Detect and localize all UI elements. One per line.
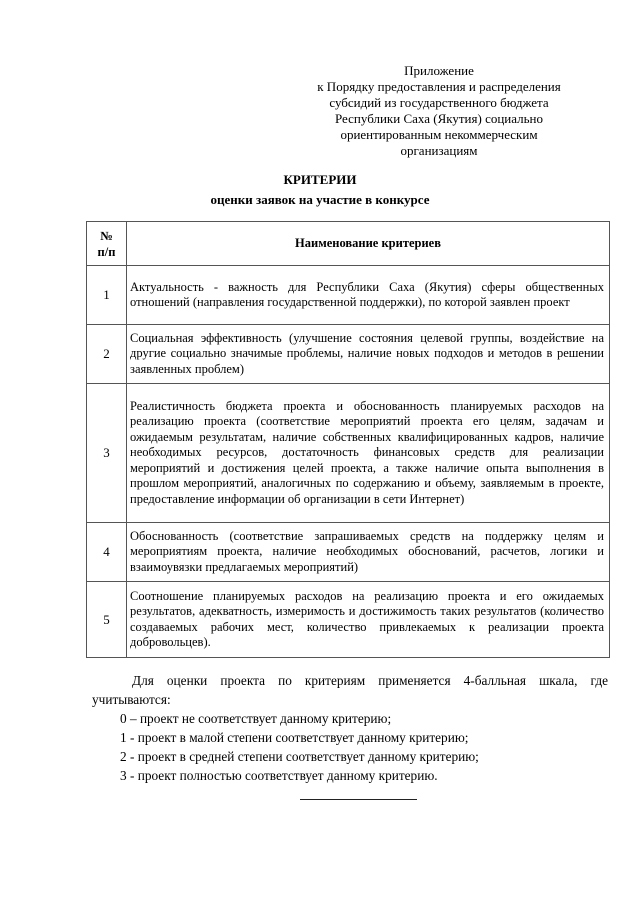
row-number: 5: [87, 582, 127, 658]
table-row: [87, 325, 610, 384]
criteria-table: [86, 221, 610, 658]
annex-line: к Порядку предоставления и распределения: [317, 79, 561, 94]
annex-line: Приложение: [404, 63, 474, 78]
scoring-scale: [92, 671, 608, 785]
criterion-text: Актуальность - важность для Республики Саха (Якутия) сферы общественных отношений (направления государственной поддержки), по которой заявлен проект: [127, 266, 610, 325]
column-header-number-line2: п/п: [97, 244, 116, 259]
annex-line: Республики Саха (Якутия) социально: [334, 111, 544, 126]
row-number: 4: [87, 523, 127, 582]
criterion-text: Соотношение планируемых расходов на реализацию проекта и его ожидаемых результатов, адекватность, измеримость и достижимость таких результатов (количество создаваемых рабочих мест, количество привлекаемых к реализации проекта добровольцев).: [127, 582, 610, 658]
annex-line: организациям: [400, 143, 478, 158]
annex-line: субсидий из государственного бюджета: [329, 95, 549, 110]
scale-item: 0 – проект не соответствует данному критерию;: [120, 711, 392, 726]
closing-divider: [300, 799, 417, 800]
row-number: 3: [87, 384, 127, 523]
criterion-text: Социальная эффективность (улучшение состояния целевой группы, воздействие на другие социально значимые проблемы, наличие новых подходов и методов в решении заявленных проблем): [127, 325, 610, 384]
scale-intro: Для оценки проекта по критериям применяется 4-балльная шкала, где учитываются:: [92, 673, 608, 707]
scale-item: 3 - проект полностью соответствует данному критерию.: [120, 768, 438, 783]
column-header-number: [87, 222, 127, 266]
column-header-name: Наименование критериев: [127, 222, 610, 266]
annex-line: ориентированным некоммерческим: [340, 127, 538, 142]
document-title: КРИТЕРИИ: [283, 172, 357, 187]
row-number: 2: [87, 325, 127, 384]
annex-header: [296, 63, 582, 159]
table-row: [87, 523, 610, 582]
scale-item: 1 - проект в малой степени соответствует данному критерию;: [120, 730, 469, 745]
row-number: 1: [87, 266, 127, 325]
table-row: [87, 266, 610, 325]
criterion-text: Реалистичность бюджета проекта и обоснованность планируемых расходов на реализацию проекта (соответствие мероприятий проекта его целям, задачам и ожидаемым результатам, наличие собственных квалифицированных кадров, наличие необходимых ресурсов, достаточность финансовых средств для реализации мероприятий и достижения целей проекта, а также наличие опыта выполнения в прошлом мероприятий, аналогичных по содержанию и объему, заявляемым в проекте, предоставление информации об организации в сети Интернет): [127, 384, 610, 523]
criterion-text: Обоснованность (соответствие запрашиваемых средств на поддержку целям и мероприятиям проекта, наличие необходимых обоснований, расчетов, логики и взаимоувязки предлагаемых мероприятий): [127, 523, 610, 582]
table-row: [87, 582, 610, 658]
scale-item: 2 - проект в средней степени соответствует данному критерию;: [120, 749, 479, 764]
column-header-number-line1: №: [100, 228, 113, 243]
table-header-row: [87, 222, 610, 266]
table-row: [87, 384, 610, 523]
document-subtitle: оценки заявок на участие в конкурсе: [210, 192, 430, 207]
